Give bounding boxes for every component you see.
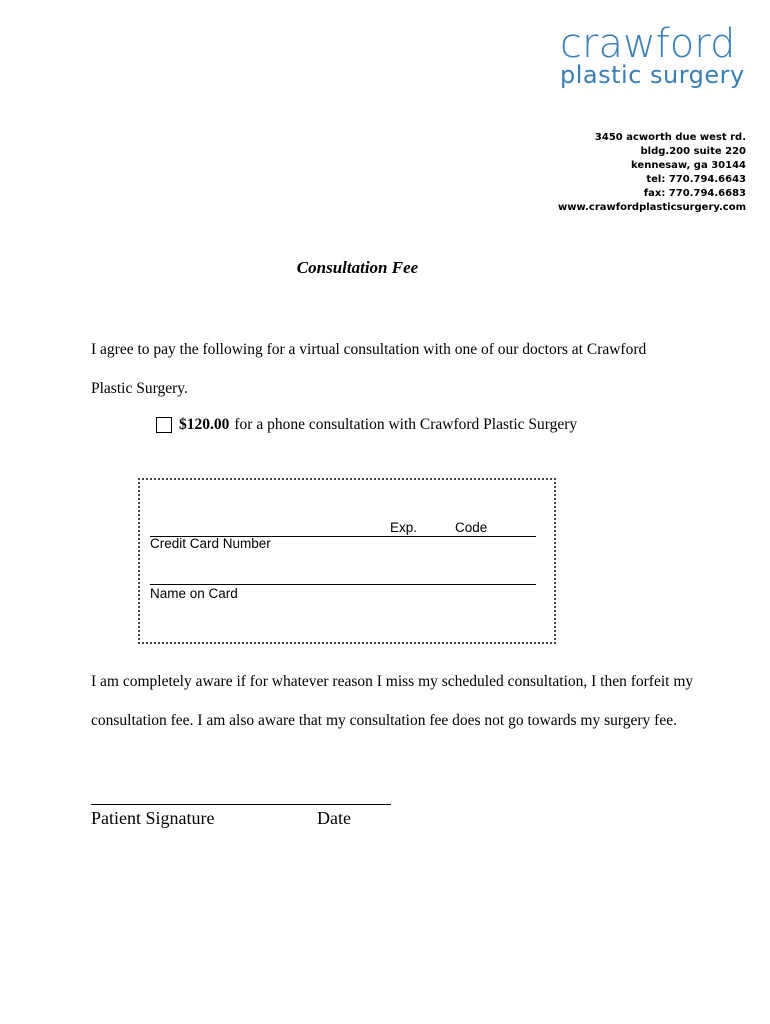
name-on-card-field[interactable] <box>150 568 536 585</box>
name-on-card-label: Name on Card <box>150 586 238 601</box>
fee-checkbox[interactable] <box>156 417 172 433</box>
address-city: kennesaw, ga 30144 <box>631 160 746 171</box>
patient-signature-label: Patient Signature <box>91 808 215 828</box>
signature-line[interactable] <box>91 804 391 805</box>
address-street: 3450 acworth due west rd. <box>594 132 746 143</box>
awareness-text: I am completely aware if for whatever reason I miss my scheduled consultation, I then forfeit my consultation fee. I am also aware that my consultation fee does not go towards my surgery fee. <box>91 673 694 729</box>
code-label: Code <box>455 520 488 535</box>
exp-label: Exp. <box>390 520 418 535</box>
page-title: Consultation Fee <box>296 258 419 277</box>
address-suite: bldg.200 suite 220 <box>640 146 746 157</box>
agreement-text: I agree to pay the following for a virtual consultation with one of our doctors at Crawford Plastic Surgery. <box>91 341 647 397</box>
address-fax: fax: 770.794.6683 <box>643 188 746 199</box>
logo-wordmark: crawford <box>560 21 736 67</box>
fee-description: for a phone consultation with Crawford Plastic Surgery <box>234 416 578 433</box>
address-website[interactable]: www.crawfordplasticsurgery.com <box>558 202 746 213</box>
fee-option <box>156 416 577 434</box>
logo-subtitle: plastic surgery <box>560 61 745 89</box>
credit-card-number-field[interactable] <box>150 520 536 537</box>
signature-labels <box>91 808 411 829</box>
crawford-logo <box>560 21 746 89</box>
credit-card-box <box>138 478 556 644</box>
credit-card-number-label: Credit Card Number <box>150 536 271 551</box>
fee-amount: $120.00 <box>179 416 230 433</box>
address-block <box>558 131 746 215</box>
date-label: Date <box>317 808 351 828</box>
address-tel: tel: 770.794.6643 <box>646 174 746 185</box>
